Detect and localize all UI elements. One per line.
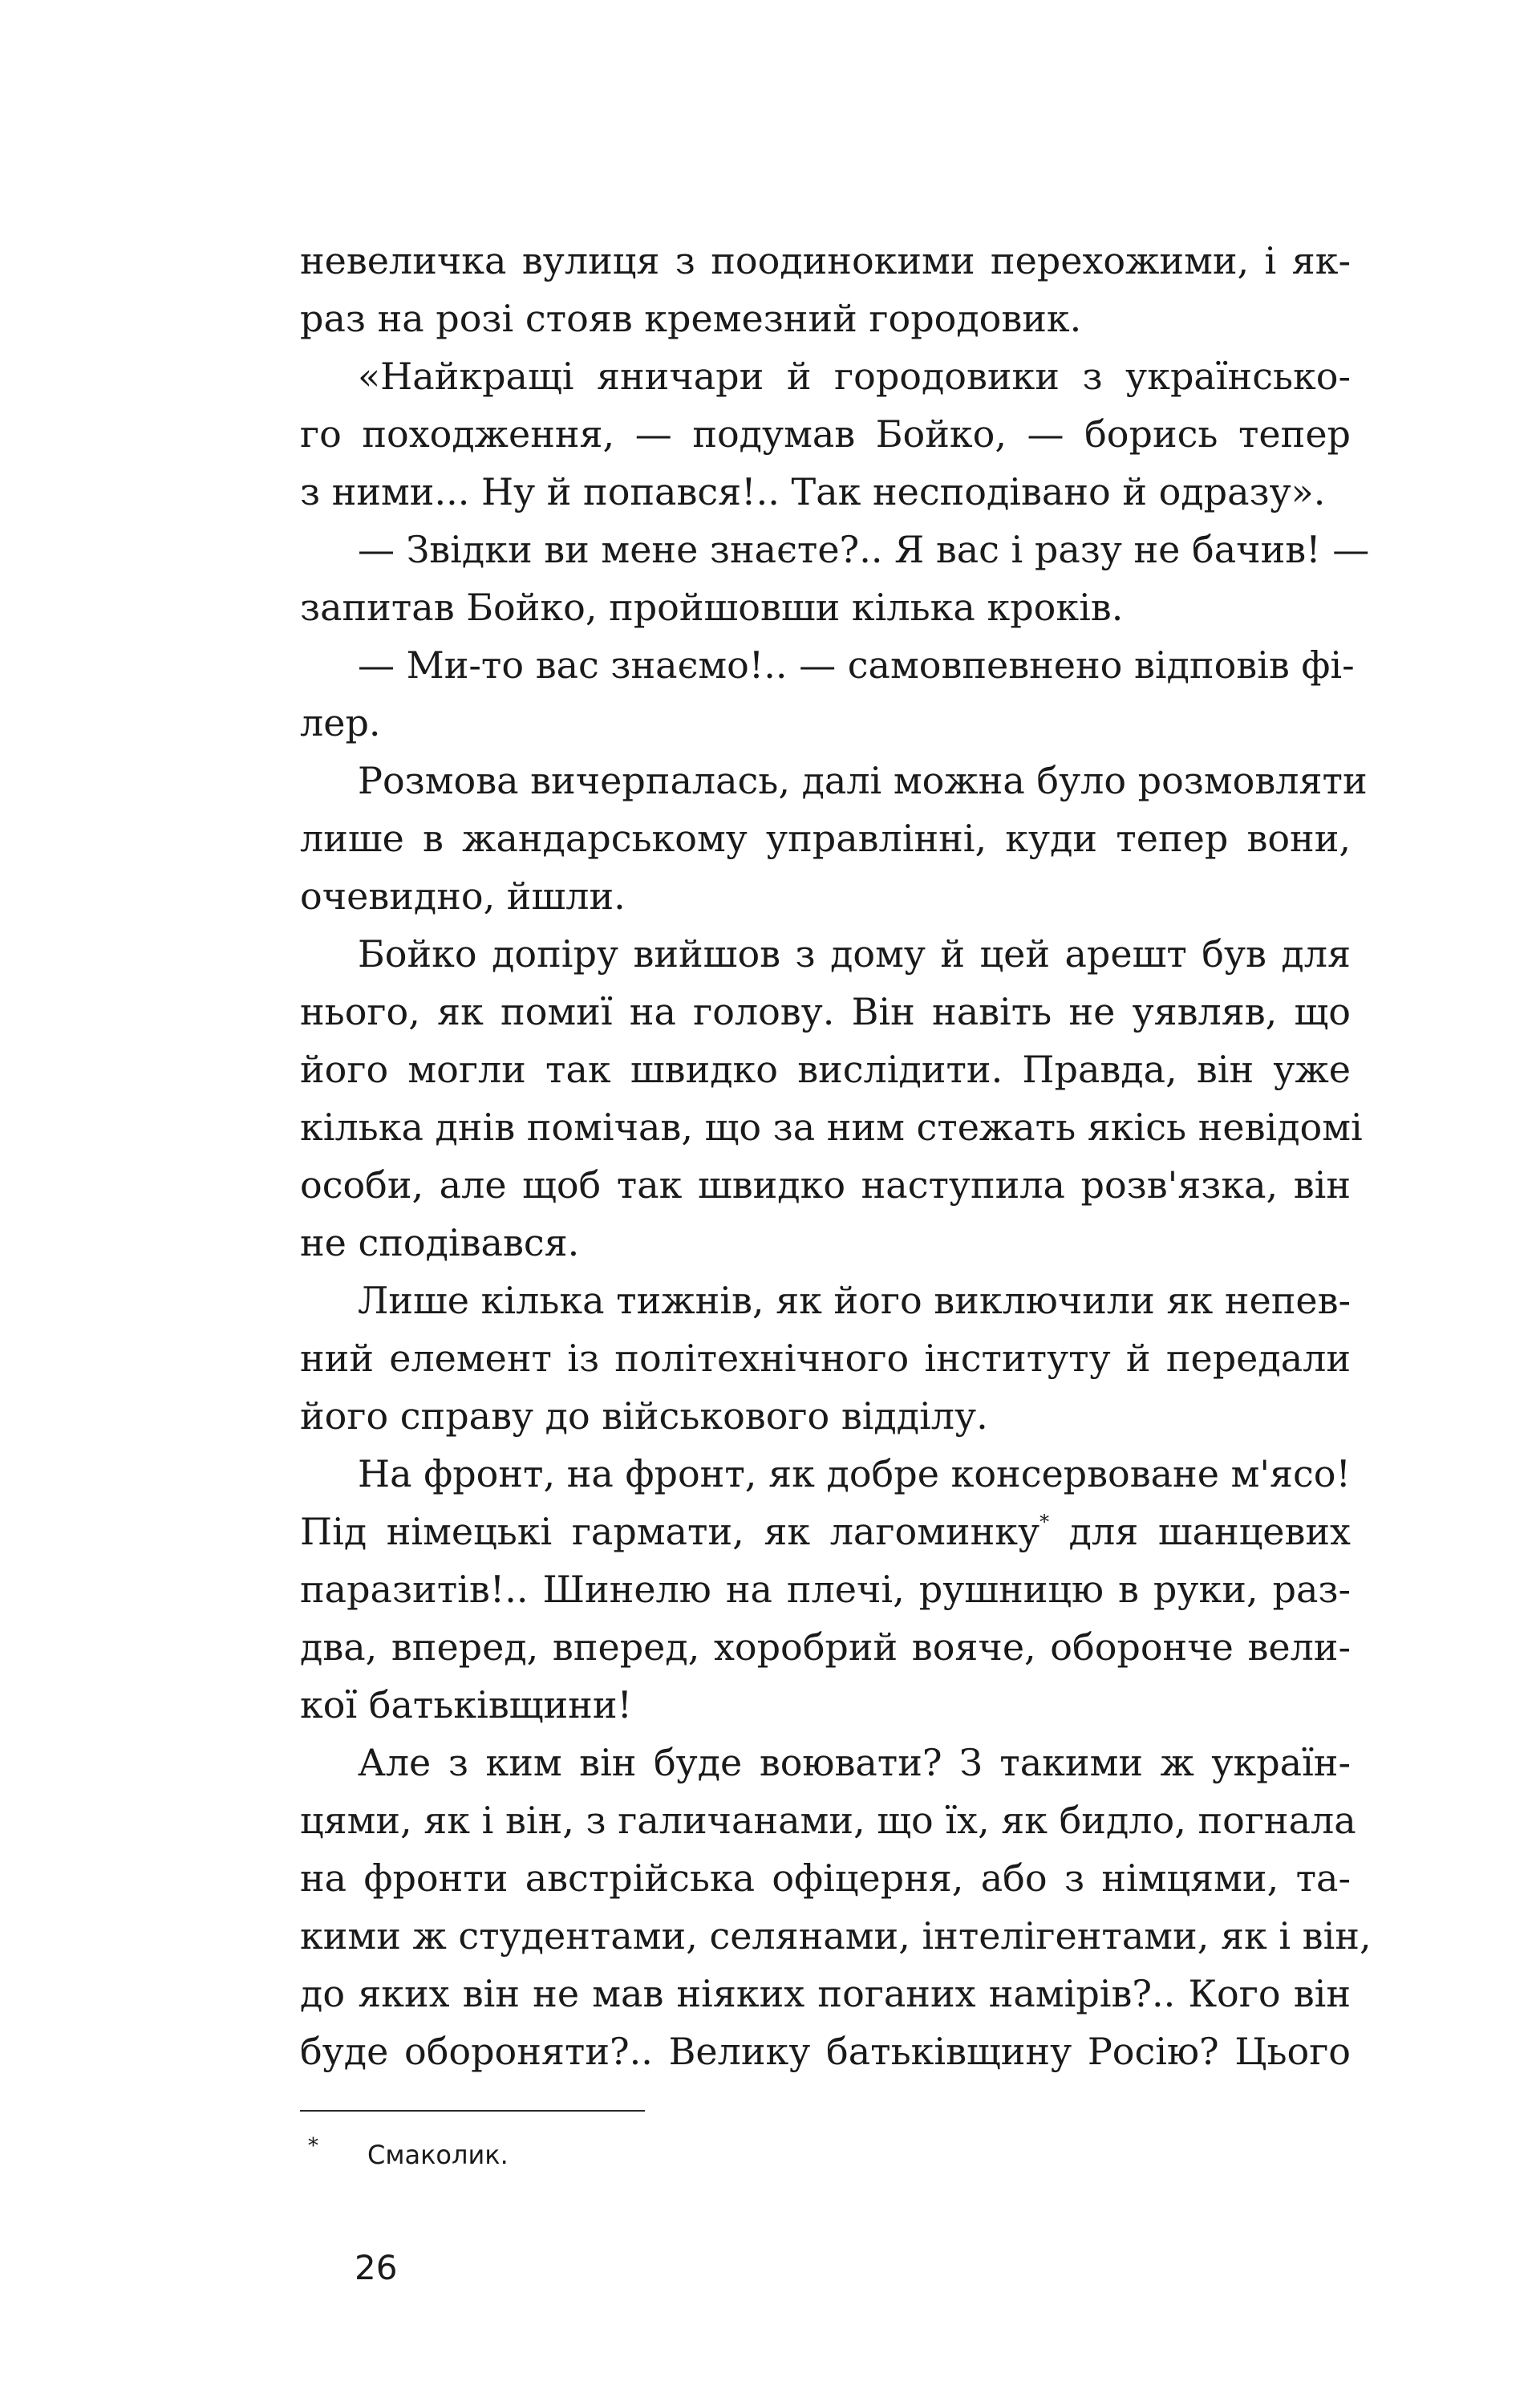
text-line: кої батьківщини! — [300, 1683, 632, 1726]
text-line: кілька днів помічав, що за ним стежать якісь невідомі — [300, 1106, 1363, 1149]
text-line: особи, але щоб так швидко наступила розв'язка, він — [300, 1163, 1351, 1207]
text-line: Лише кілька тижнів, як його виключили як непев- — [358, 1279, 1352, 1322]
text-line: цями, як і він, з галичанами, що їх, як бидло, погнала — [300, 1799, 1356, 1842]
text-line: лише в жандарському управлінні, куди тепер вони, — [300, 817, 1351, 860]
footnote-reference[interactable]: * — [1040, 1511, 1050, 1533]
text-line: запитав Бойко, пройшовши кілька кроків. — [300, 586, 1124, 629]
text-line: — Ми-то вас знаємо!.. — самовпевнено відповів фі- — [358, 643, 1355, 687]
text-line: його могли так швидко вислідити. Правда, він уже — [300, 1048, 1351, 1091]
text-line: два, вперед, вперед, хоробрий вояче, оборонче вели- — [300, 1625, 1351, 1669]
text-line: го походження, — подумав Бойко, — борись тепер — [300, 412, 1351, 456]
text-line: ний елемент із політехнічного інституту й передали — [300, 1337, 1351, 1380]
text-line: кими ж студентами, селянами, інтелігентами, як і він, — [300, 1914, 1372, 1958]
text-line: Але з ким він буде воювати? З такими ж україн- — [358, 1741, 1351, 1784]
text-line-with-footnote — [300, 1503, 1351, 1560]
text-line: буде обороняти?.. Велику батьківщину Росію? Цього — [300, 2030, 1351, 2073]
text-line: Розмова вичерпалась, далі можна було розмовляти — [358, 759, 1368, 802]
text-line: «Найкращі яничари й городовики з українсько- — [358, 355, 1351, 398]
text-line: на фронти австрійська офіцерня, або з німцями, та- — [300, 1856, 1351, 1900]
text-line: Бойко допіру вийшов з дому й цей арешт був для — [358, 932, 1351, 976]
text-line: паразитів!.. Шинелю на плечі, рушницю в руки, раз- — [300, 1568, 1351, 1611]
text-line: — Звідки ви мене знаєте?.. Я вас і разу не бачив! — — [358, 528, 1370, 571]
text-line: не сподівався. — [300, 1221, 580, 1264]
text-line: раз на розі стояв кремезний городовик. — [300, 297, 1082, 340]
text-line: його справу до військового відділу. — [300, 1394, 988, 1438]
footnote-divider — [300, 2110, 645, 2112]
text-line: невеличка вулиця з поодинокими перехожими, і як- — [300, 239, 1351, 282]
text-fragment: Під німецькі гармати, як лагоминку — [300, 1510, 1040, 1553]
text-line: до яких він не мав ніяких поганих намірів?.. Кого він — [300, 1972, 1351, 2015]
text-line: На фронт, на фронт, як добре консервоване м'ясо! — [358, 1452, 1351, 1495]
footnote-mark: * — [308, 2134, 318, 2158]
text-line: очевидно, йшли. — [300, 874, 626, 918]
footnote-text: Смаколик. — [367, 2140, 509, 2170]
text-line: нього, як помиї на голову. Він навіть не уявляв, що — [300, 990, 1351, 1033]
text-line: з ними... Ну й попався!.. Так несподівано й одразу». — [300, 470, 1326, 513]
page-number: 26 — [355, 2248, 398, 2287]
text-fragment: для шанцевих — [1068, 1510, 1351, 1553]
text-line: лер. — [300, 701, 381, 745]
